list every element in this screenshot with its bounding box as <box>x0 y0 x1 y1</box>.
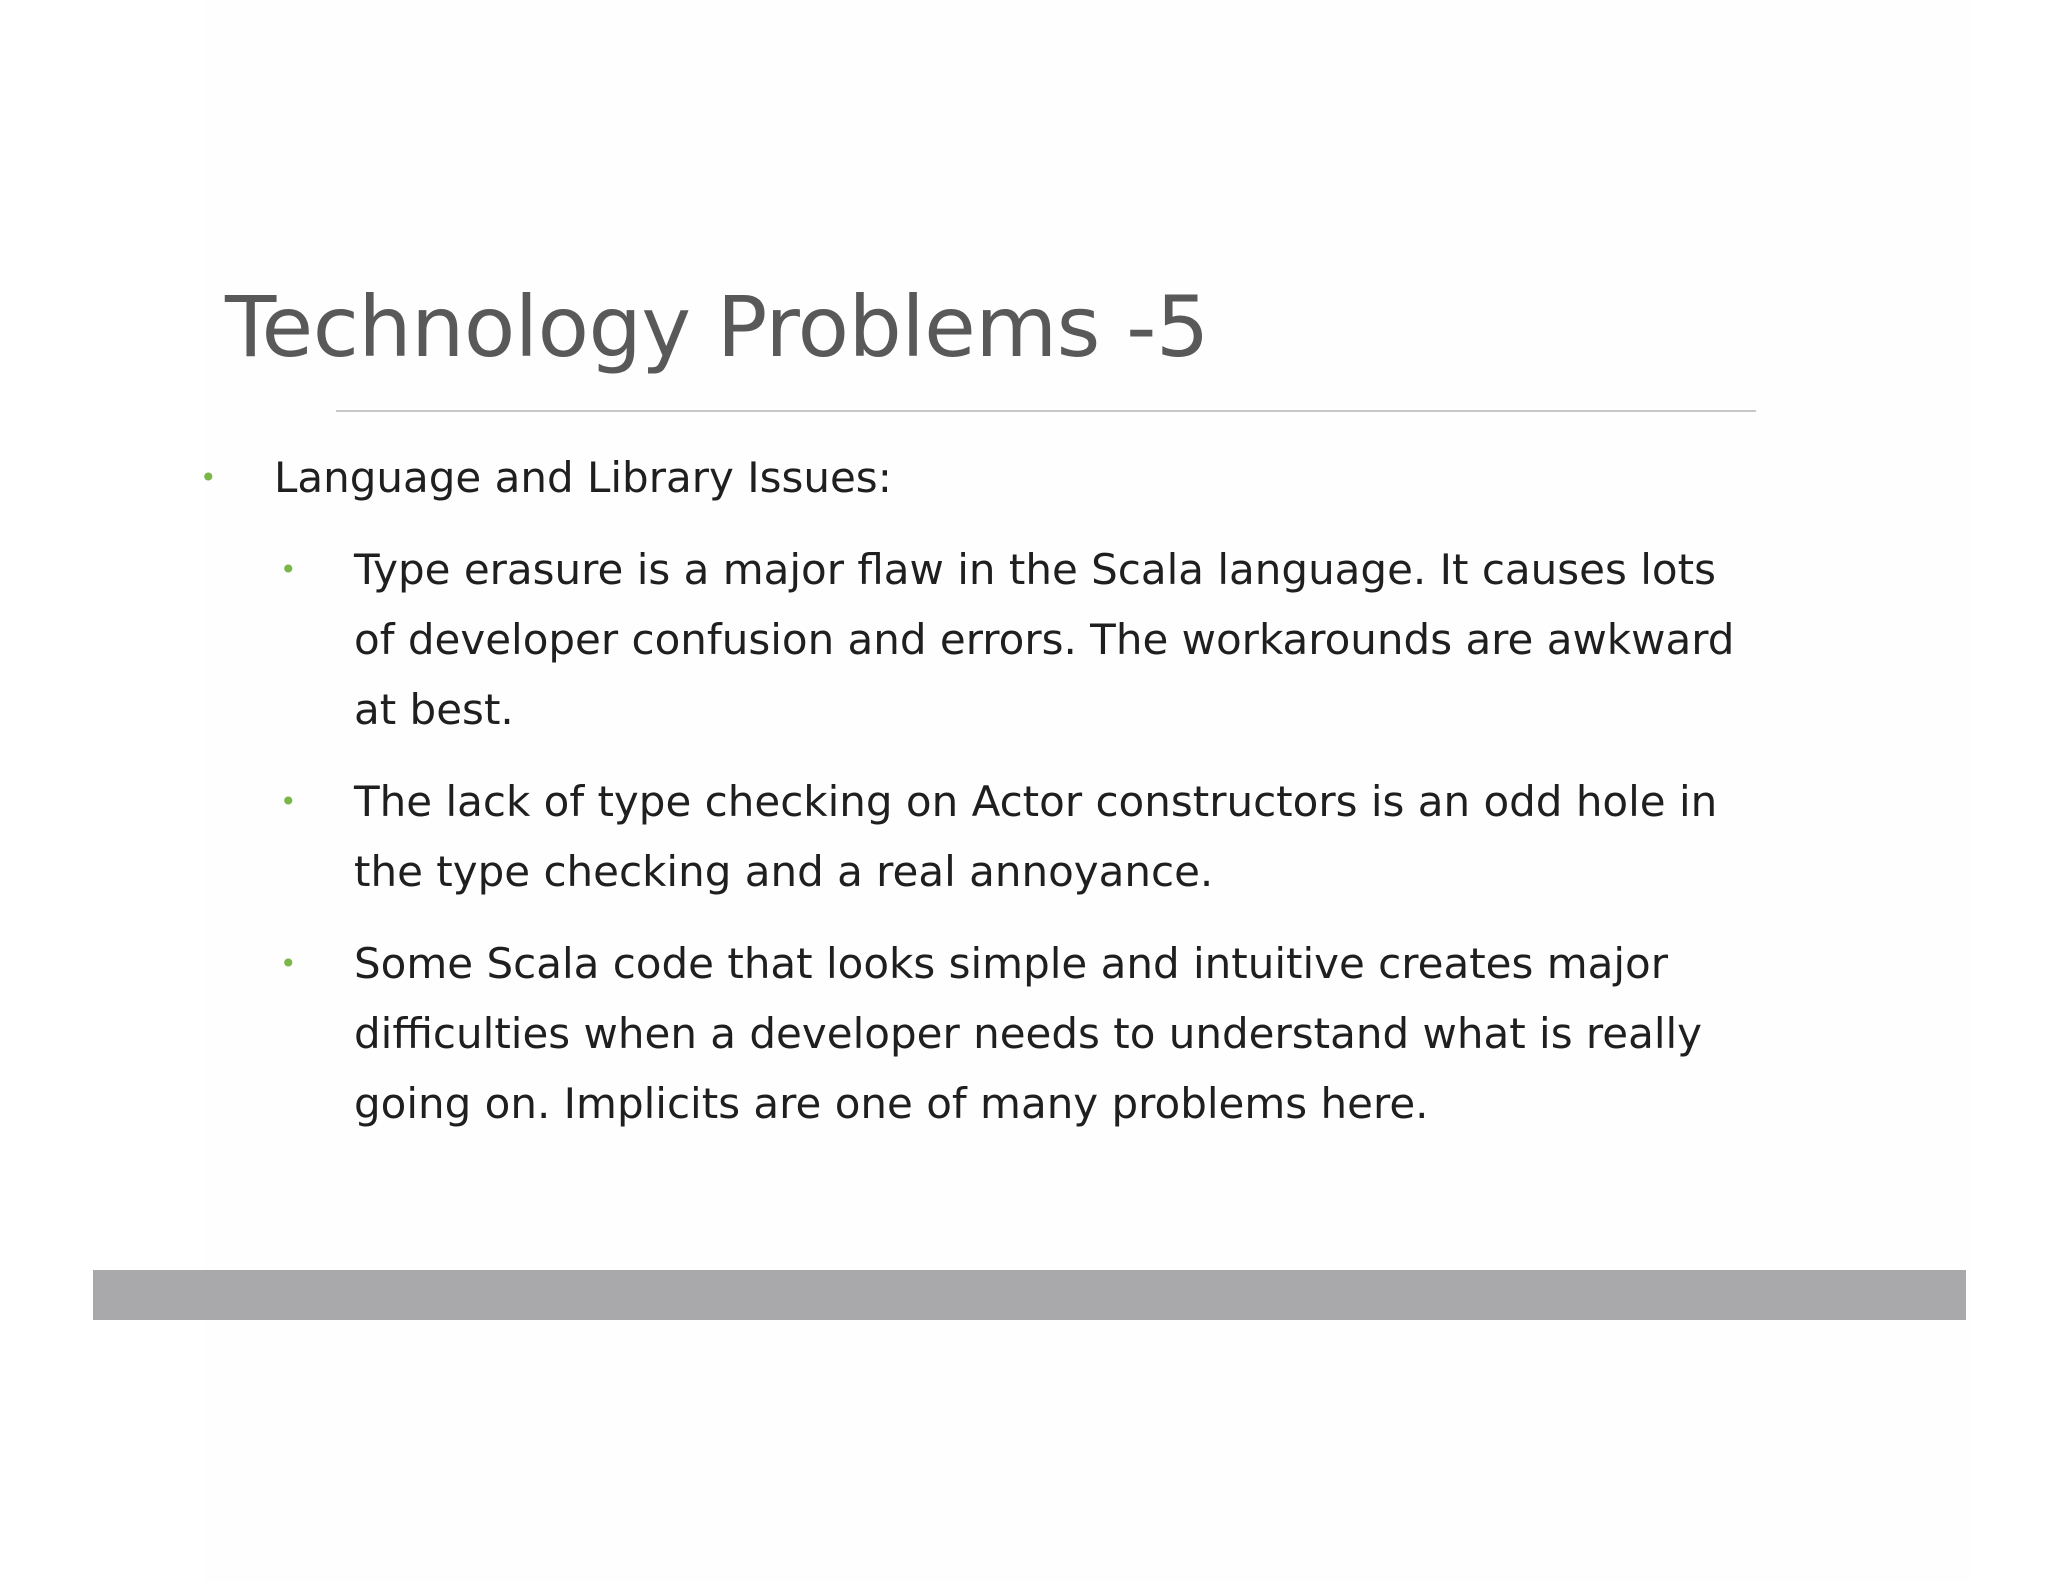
bullet-text: Some Scala code that looks simple and intuitive creates major difficulties when a developer needs to understand what is really going on. Implicits are one of many problems here. <box>354 939 1703 1128</box>
bullet-dot-icon: • <box>280 785 297 818</box>
footer-bar <box>93 1270 1966 1320</box>
bullet-dot-icon: • <box>200 461 217 494</box>
title-divider <box>336 410 1756 412</box>
bullet-list <box>200 443 1840 1161</box>
bullet-item-actor-constructors <box>280 767 1764 907</box>
bullet-dot-icon: • <box>280 553 297 586</box>
bullet-text: The lack of type checking on Actor constructors is an odd hole in the type checking and a real annoyance. <box>354 777 1718 896</box>
bullet-text: Type erasure is a major flaw in the Scala language. It causes lots of developer confusion and errors. The workarounds are awkward at best. <box>354 545 1735 734</box>
bullet-text: Language and Library Issues: <box>274 453 892 502</box>
bullet-dot-icon: • <box>280 947 297 980</box>
bullet-item-type-erasure <box>280 535 1764 745</box>
slide-title: Technology Problems -5 <box>225 278 1209 376</box>
bullet-item-implicits <box>280 929 1764 1139</box>
bullet-item-language-issues <box>200 443 1840 513</box>
